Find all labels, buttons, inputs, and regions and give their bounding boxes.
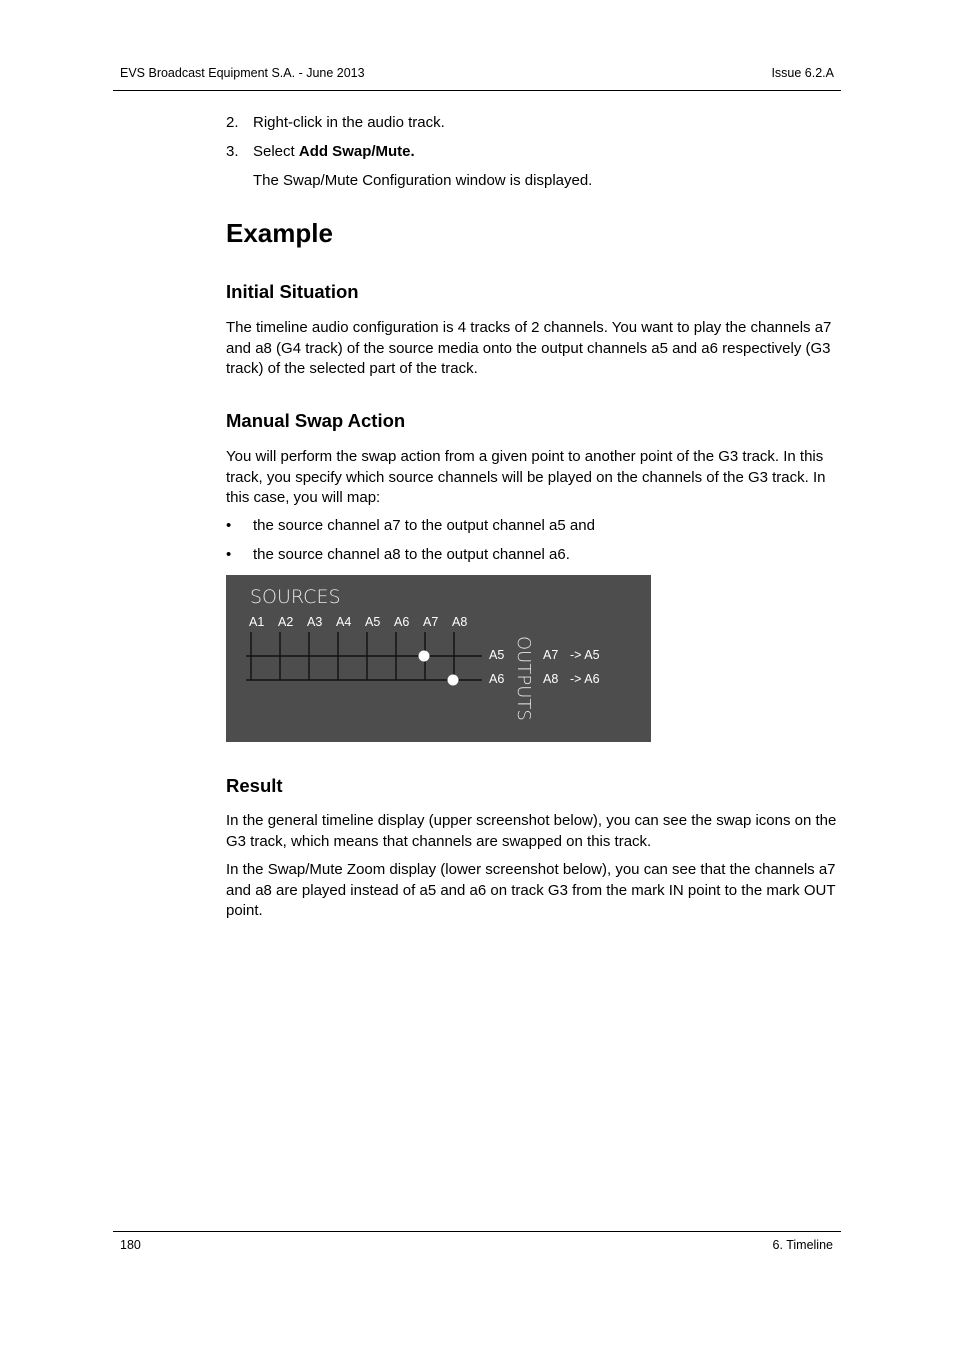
mapping-target: -> A6 bbox=[570, 672, 600, 686]
source-channel-label: A7 bbox=[423, 615, 439, 629]
source-channel-label: A1 bbox=[249, 615, 265, 629]
step-note: The Swap/Mute Configuration window is displayed. bbox=[253, 172, 593, 189]
step-text: Right-click in the audio track. bbox=[253, 114, 445, 131]
header-right: Issue 6.2.A bbox=[771, 66, 834, 80]
source-channel-label: A5 bbox=[365, 615, 381, 629]
bullet-marker: • bbox=[226, 546, 232, 563]
step-number: 3. bbox=[226, 143, 239, 160]
output-channel-label: A5 bbox=[489, 648, 505, 662]
source-channel-label: A3 bbox=[307, 615, 323, 629]
initial-heading: Initial Situation bbox=[226, 281, 359, 302]
bullet-item: the source channel a7 to the output channel a5 and bbox=[253, 517, 595, 534]
manual-body: You will perform the swap action from a given point to another point of the G3 track. In this track, you specify which source channels will be played on the channels of the G3 track. In this case, you will map: bbox=[226, 448, 826, 506]
mapping-target: -> A5 bbox=[570, 648, 600, 662]
header-rule bbox=[113, 90, 841, 91]
header-left: EVS Broadcast Equipment S.A. - June 2013 bbox=[120, 66, 365, 80]
chapter-name: 6. Timeline bbox=[772, 1238, 833, 1252]
swap-node-a7-a5[interactable] bbox=[419, 651, 430, 662]
source-channel-label: A8 bbox=[452, 615, 468, 629]
mapping-source: A7 bbox=[543, 648, 559, 662]
step-number: 2. bbox=[226, 114, 239, 131]
source-channel-label: A6 bbox=[394, 615, 410, 629]
source-channel-label: A4 bbox=[336, 615, 352, 629]
page-number: 180 bbox=[120, 1238, 141, 1252]
step-prefix: Select bbox=[253, 143, 299, 160]
initial-body: The timeline audio configuration is 4 tracks of 2 channels. You want to play the channels a7 and a8 (G4 track) of the source media onto the output channels a5 and a6 respectively (G3 track) of the selected part of the track. bbox=[226, 319, 832, 377]
manual-heading: Manual Swap Action bbox=[226, 410, 406, 431]
step-text bbox=[253, 142, 415, 162]
result-para-1: In the general timeline display (upper screenshot below), you can see the swap icons on the G3 track, which means that channels are swapped on this track. bbox=[226, 812, 837, 850]
swap-node-a8-a6[interactable] bbox=[448, 675, 459, 686]
mapping-source: A8 bbox=[543, 672, 559, 686]
step-bold-command: Add Swap/Mute. bbox=[298, 143, 415, 160]
output-channel-label: A6 bbox=[489, 672, 505, 686]
footer-rule bbox=[113, 1231, 841, 1232]
swap-mute-figure bbox=[226, 575, 651, 742]
section-title: Example bbox=[226, 218, 333, 248]
source-channel-label: A2 bbox=[278, 615, 294, 629]
result-para-2: In the Swap/Mute Zoom display (lower screenshot below), you can see that the channels a7 and a8 are played instead of a5 and a6 on track G3 from the mark IN point to the mark OUT point. bbox=[226, 861, 836, 919]
bullet-item: the source channel a8 to the output channel a6. bbox=[253, 546, 570, 563]
swap-matrix-graphic bbox=[226, 575, 651, 742]
bullet-marker: • bbox=[226, 517, 232, 534]
sources-label: SOURCES bbox=[250, 586, 341, 608]
outputs-label: OUTPUTS bbox=[513, 636, 534, 721]
result-heading: Result bbox=[226, 775, 283, 796]
